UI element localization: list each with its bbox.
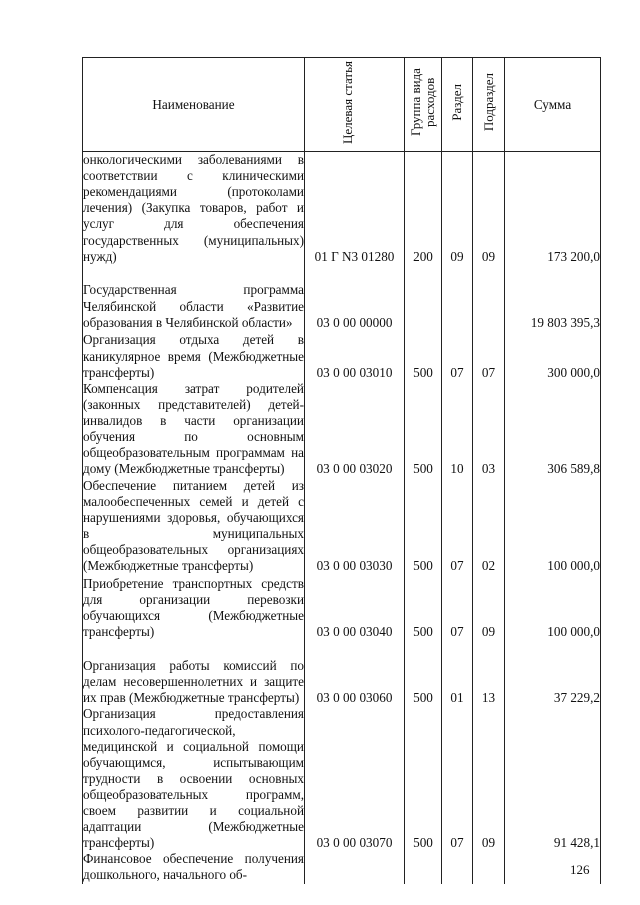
header-name: Наименование	[83, 58, 305, 152]
row-sum: 173 200,0	[505, 152, 601, 265]
row-target	[305, 851, 405, 884]
page-number: 126	[570, 862, 590, 877]
row-target: 03 0 00 03020	[305, 381, 405, 478]
row-group: 500	[405, 574, 442, 640]
row-subsection: 02	[473, 477, 505, 574]
table-header-row	[83, 58, 601, 152]
header-sum: Сумма	[505, 58, 601, 152]
row-section: 07	[442, 331, 473, 381]
row-group: 500	[405, 640, 442, 706]
header-subsection: Подраздел	[480, 73, 496, 132]
header-target: Целевая статья	[339, 60, 355, 144]
row-subsection: 03	[473, 381, 505, 478]
table-row	[83, 152, 601, 265]
row-name: онкологическими заболеваниями в соответствии с клиническими рекомендациями (протоколами лечения) (Закупка товаров, работ и услуг для обеспечения государственных (муниципальных) нужд)	[83, 152, 304, 264]
row-target: 01 Г N3 01280	[305, 152, 405, 265]
row-target: 03 0 00 03030	[305, 477, 405, 574]
budget-table	[82, 57, 601, 884]
row-sum: 300 000,0	[505, 331, 601, 381]
row-subsection: 07	[473, 331, 505, 381]
row-name: Финансовое обеспечение получения дошкольного, начального об-	[83, 851, 304, 883]
row-target: 03 0 00 03060	[305, 640, 405, 706]
row-name: Обеспечение питанием детей из малообеспеченных семей и детей с нарушениями здоровья, обучающихся в муниципальных общеобразовательных организациях (Межбюджетные трансферты)	[83, 477, 304, 574]
row-name: Государственная программа Челябинской области «Развитие образования в Челябинской области»	[83, 265, 305, 331]
row-section: 01	[442, 640, 473, 706]
header-group: Группа вида расходов	[408, 68, 437, 137]
row-name: Приобретение транспортных средств для организации перевозки обучающихся (Межбюджетные трансферты)	[83, 575, 304, 640]
row-subsection: 09	[473, 574, 505, 640]
table-row	[83, 706, 601, 851]
row-section: 09	[442, 152, 473, 265]
table-row	[83, 574, 601, 640]
row-sum: 91 428,1	[505, 706, 601, 851]
row-group	[405, 851, 442, 884]
row-sum: 19 803 395,3	[505, 265, 601, 331]
row-section	[442, 851, 473, 884]
row-sum: 306 589,8	[505, 381, 601, 478]
table-row	[83, 265, 601, 331]
table-row	[83, 851, 601, 884]
row-sum: 100 000,0	[505, 477, 601, 574]
row-group	[405, 265, 442, 331]
row-target: 03 0 00 03040	[305, 574, 405, 640]
table-row	[83, 381, 601, 478]
row-sum: 100 000,0	[505, 574, 601, 640]
row-subsection	[473, 265, 505, 331]
row-name: Организация работы комиссий по делам несовершеннолетних и защите их прав (Межбюджетные трансферты)	[83, 640, 305, 706]
row-name: Организация отдыха детей в каникулярное время (Межбюджетные трансферты)	[83, 332, 304, 380]
table-row	[83, 640, 601, 706]
header-section: Раздел	[449, 84, 464, 121]
row-section: 07	[442, 477, 473, 574]
table-row	[83, 331, 601, 381]
row-target: 03 0 00 03070	[305, 706, 405, 851]
row-subsection: 09	[473, 152, 505, 265]
row-group: 500	[405, 706, 442, 851]
row-target: 03 0 00 00000	[305, 265, 405, 331]
row-section: 10	[442, 381, 473, 478]
row-group: 500	[405, 381, 442, 478]
row-subsection	[473, 851, 505, 884]
row-name: Компенсация затрат родителей (законных представителей) детей-инвалидов в части организации обучения по основным общеобразовательным программам на дому (Межбюджетные трансферты)	[83, 380, 304, 477]
row-subsection: 09	[473, 706, 505, 851]
row-subsection: 13	[473, 640, 505, 706]
row-group: 500	[405, 477, 442, 574]
row-sum: 37 229,2	[505, 640, 601, 706]
row-section	[442, 265, 473, 331]
table-row	[83, 477, 601, 574]
row-target: 03 0 00 03010	[305, 331, 405, 381]
row-section: 07	[442, 706, 473, 851]
row-section: 07	[442, 574, 473, 640]
row-name: Организация предоставления психолого-педагогической, медицинской и социальной помощи обучающимся, испытывающим трудности в освоении основных общеобразовательных программ, своем развитии и социальной адаптации (Межбюджетные трансферты)	[83, 706, 304, 851]
row-group: 200	[405, 152, 442, 265]
row-group: 500	[405, 331, 442, 381]
